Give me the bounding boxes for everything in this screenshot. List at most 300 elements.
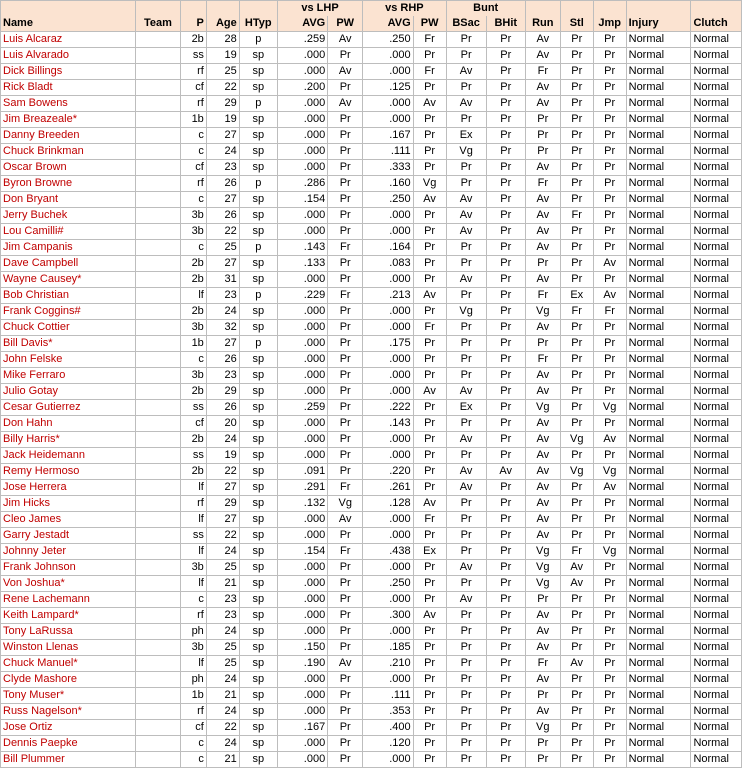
player-name[interactable]: Russ Nagelson*: [1, 704, 136, 720]
player-jump: Pr: [593, 272, 626, 288]
table-row[interactable]: [1, 704, 742, 720]
player-rhp-power: Av: [413, 496, 446, 512]
player-steal: Pr: [560, 640, 593, 656]
table-row[interactable]: [1, 160, 742, 176]
player-rhp-avg: .250: [363, 192, 413, 208]
player-bunt-sac: Av: [446, 592, 486, 608]
player-team: [135, 112, 180, 128]
table-row[interactable]: [1, 736, 742, 752]
player-name[interactable]: Von Joshua*: [1, 576, 136, 592]
player-steal: Av: [560, 656, 593, 672]
player-name[interactable]: Frank Coggins#: [1, 304, 136, 320]
table-row[interactable]: [1, 272, 742, 288]
player-lhp-avg: .000: [277, 128, 327, 144]
player-bunt-hit: Pr: [486, 432, 525, 448]
col-header-bunt-sac[interactable]: BSac: [446, 16, 486, 32]
col-header-lhp-avg[interactable]: AVG: [277, 16, 327, 32]
player-lhp-power: Pr: [328, 592, 363, 608]
player-age: 29: [206, 496, 239, 512]
col-header-bunt-hit[interactable]: BHit: [486, 16, 525, 32]
col-header-clutch[interactable]: Clutch: [691, 16, 742, 32]
player-rhp-avg: .210: [363, 656, 413, 672]
player-rhp-avg: .185: [363, 640, 413, 656]
player-name[interactable]: Clyde Mashore: [1, 672, 136, 688]
table-header: [1, 1, 742, 32]
player-name[interactable]: Julio Gotay: [1, 384, 136, 400]
player-lhp-avg: .000: [277, 736, 327, 752]
player-clutch: Normal: [691, 96, 742, 112]
col-header-rhp-avg[interactable]: AVG: [363, 16, 413, 32]
player-rhp-power: Pr: [413, 464, 446, 480]
player-lhp-power: Pr: [328, 560, 363, 576]
player-name[interactable]: Don Hahn: [1, 416, 136, 432]
player-name[interactable]: Jerry Buchek: [1, 208, 136, 224]
player-run: Av: [525, 96, 560, 112]
player-run: Av: [525, 80, 560, 96]
player-name[interactable]: Chuck Brinkman: [1, 144, 136, 160]
table-row[interactable]: [1, 432, 742, 448]
player-clutch: Normal: [691, 672, 742, 688]
player-name[interactable]: Tony LaRussa: [1, 624, 136, 640]
player-name[interactable]: Oscar Brown: [1, 160, 136, 176]
table-row[interactable]: [1, 144, 742, 160]
group-blank: [626, 1, 691, 17]
player-hit-type: sp: [239, 416, 277, 432]
table-row[interactable]: [1, 48, 742, 64]
player-lhp-power: Av: [328, 512, 363, 528]
player-lhp-power: Av: [328, 32, 363, 48]
player-lhp-power: Pr: [328, 112, 363, 128]
player-clutch: Normal: [691, 368, 742, 384]
player-name[interactable]: Johnny Jeter: [1, 544, 136, 560]
player-injury: Normal: [626, 544, 691, 560]
player-injury: Normal: [626, 528, 691, 544]
col-header-lhp-power[interactable]: PW: [328, 16, 363, 32]
player-run: Av: [525, 32, 560, 48]
player-lhp-power: Pr: [328, 400, 363, 416]
player-run: Fr: [525, 288, 560, 304]
player-clutch: Normal: [691, 144, 742, 160]
player-team: [135, 560, 180, 576]
player-name[interactable]: Don Bryant: [1, 192, 136, 208]
player-age: 22: [206, 464, 239, 480]
player-lhp-avg: .259: [277, 32, 327, 48]
player-hit-type: sp: [239, 544, 277, 560]
player-bunt-sac: Av: [446, 192, 486, 208]
player-hit-type: sp: [239, 352, 277, 368]
col-header-position[interactable]: P: [181, 16, 207, 32]
player-rhp-avg: .220: [363, 464, 413, 480]
player-jump: Av: [593, 288, 626, 304]
player-bunt-sac: Pr: [446, 512, 486, 528]
player-run: Vg: [525, 720, 560, 736]
player-rhp-avg: .125: [363, 80, 413, 96]
player-name[interactable]: Jim Campanis: [1, 240, 136, 256]
table-row[interactable]: [1, 752, 742, 768]
player-steal: Av: [560, 560, 593, 576]
player-team: [135, 272, 180, 288]
player-rhp-power: Fr: [413, 512, 446, 528]
player-hit-type: sp: [239, 480, 277, 496]
player-bunt-sac: Pr: [446, 176, 486, 192]
player-position: 2b: [181, 256, 207, 272]
player-name[interactable]: Danny Breeden: [1, 128, 136, 144]
player-position: lf: [181, 576, 207, 592]
player-run: Av: [525, 448, 560, 464]
player-bunt-hit: Pr: [486, 368, 525, 384]
player-injury: Normal: [626, 416, 691, 432]
player-team: [135, 240, 180, 256]
player-bunt-sac: Pr: [446, 336, 486, 352]
player-name[interactable]: Bill Davis*: [1, 336, 136, 352]
player-name[interactable]: Jose Herrera: [1, 480, 136, 496]
player-name[interactable]: Garry Jestadt: [1, 528, 136, 544]
col-header-name[interactable]: Name: [1, 16, 136, 32]
player-rhp-power: Av: [413, 384, 446, 400]
player-rhp-power: Pr: [413, 448, 446, 464]
player-steal: Pr: [560, 720, 593, 736]
player-bunt-hit: Pr: [486, 672, 525, 688]
table-row[interactable]: [1, 176, 742, 192]
player-steal: Pr: [560, 336, 593, 352]
player-bunt-sac: Av: [446, 384, 486, 400]
player-bunt-hit: Pr: [486, 416, 525, 432]
player-bunt-sac: Pr: [446, 80, 486, 96]
player-hit-type: sp: [239, 304, 277, 320]
player-rhp-avg: .160: [363, 176, 413, 192]
player-name[interactable]: Winston Llenas: [1, 640, 136, 656]
table-row[interactable]: [1, 512, 742, 528]
player-clutch: Normal: [691, 576, 742, 592]
player-bunt-sac: Pr: [446, 544, 486, 560]
player-lhp-power: Pr: [328, 416, 363, 432]
player-clutch: Normal: [691, 640, 742, 656]
player-name[interactable]: Tony Muser*: [1, 688, 136, 704]
player-steal: Fr: [560, 544, 593, 560]
player-name[interactable]: Keith Lampard*: [1, 608, 136, 624]
table-body: [1, 32, 742, 768]
player-rhp-power: Pr: [413, 224, 446, 240]
player-name[interactable]: Mike Ferraro: [1, 368, 136, 384]
player-steal: Pr: [560, 352, 593, 368]
player-run: Pr: [525, 752, 560, 768]
table-row[interactable]: [1, 416, 742, 432]
table-row[interactable]: [1, 464, 742, 480]
player-run: Pr: [525, 592, 560, 608]
player-hit-type: sp: [239, 384, 277, 400]
player-lhp-power: Pr: [328, 576, 363, 592]
player-steal: Pr: [560, 224, 593, 240]
player-clutch: Normal: [691, 688, 742, 704]
player-name[interactable]: Dick Billings: [1, 64, 136, 80]
player-name[interactable]: Bob Christian: [1, 288, 136, 304]
table-row[interactable]: [1, 304, 742, 320]
player-run: Av: [525, 672, 560, 688]
player-lhp-power: Pr: [328, 352, 363, 368]
player-rhp-avg: .213: [363, 288, 413, 304]
player-run: Pr: [525, 112, 560, 128]
player-name[interactable]: Chuck Cottier: [1, 320, 136, 336]
player-rhp-avg: .120: [363, 736, 413, 752]
player-injury: Normal: [626, 672, 691, 688]
player-rhp-avg: .000: [363, 432, 413, 448]
player-lhp-avg: .000: [277, 112, 327, 128]
player-age: 22: [206, 224, 239, 240]
player-bunt-hit: Pr: [486, 96, 525, 112]
table-row[interactable]: [1, 400, 742, 416]
player-lhp-avg: .200: [277, 80, 327, 96]
table-row[interactable]: [1, 240, 742, 256]
player-position: 3b: [181, 208, 207, 224]
table-row[interactable]: [1, 96, 742, 112]
table-row[interactable]: [1, 112, 742, 128]
player-bunt-hit: Pr: [486, 160, 525, 176]
table-row[interactable]: [1, 352, 742, 368]
player-name[interactable]: Cesar Gutierrez: [1, 400, 136, 416]
player-rhp-avg: .000: [363, 96, 413, 112]
player-lhp-avg: .000: [277, 672, 327, 688]
table-row[interactable]: [1, 384, 742, 400]
player-lhp-avg: .000: [277, 144, 327, 160]
table-row[interactable]: [1, 544, 742, 560]
player-name[interactable]: Rene Lachemann: [1, 592, 136, 608]
player-age: 31: [206, 272, 239, 288]
player-hit-type: sp: [239, 512, 277, 528]
player-steal: Fr: [560, 208, 593, 224]
player-lhp-power: Av: [328, 656, 363, 672]
player-hit-type: sp: [239, 400, 277, 416]
table-row[interactable]: [1, 608, 742, 624]
player-name[interactable]: Dennis Paepke: [1, 736, 136, 752]
player-name[interactable]: Lou Camilli#: [1, 224, 136, 240]
player-hit-type: sp: [239, 688, 277, 704]
player-name[interactable]: Jack Heidemann: [1, 448, 136, 464]
player-clutch: Normal: [691, 128, 742, 144]
player-age: 32: [206, 320, 239, 336]
table-row[interactable]: [1, 368, 742, 384]
player-steal: Pr: [560, 496, 593, 512]
player-injury: Normal: [626, 688, 691, 704]
player-lhp-power: Fr: [328, 288, 363, 304]
player-lhp-avg: .000: [277, 48, 327, 64]
player-bunt-sac: Pr: [446, 496, 486, 512]
player-position: 1b: [181, 112, 207, 128]
player-jump: Pr: [593, 640, 626, 656]
col-header-steal[interactable]: Stl: [560, 16, 593, 32]
player-position: lf: [181, 288, 207, 304]
player-name[interactable]: Frank Johnson: [1, 560, 136, 576]
col-header-age[interactable]: Age: [206, 16, 239, 32]
table-row[interactable]: [1, 336, 742, 352]
player-team: [135, 304, 180, 320]
player-rhp-power: Pr: [413, 80, 446, 96]
table-row[interactable]: [1, 256, 742, 272]
player-lhp-avg: .000: [277, 272, 327, 288]
player-lhp-avg: .000: [277, 608, 327, 624]
player-clutch: Normal: [691, 512, 742, 528]
player-injury: Normal: [626, 336, 691, 352]
table-row[interactable]: [1, 688, 742, 704]
player-bunt-hit: Pr: [486, 208, 525, 224]
col-header-rhp-power[interactable]: PW: [413, 16, 446, 32]
player-lhp-avg: .150: [277, 640, 327, 656]
player-jump: Pr: [593, 608, 626, 624]
player-bunt-hit: Pr: [486, 576, 525, 592]
player-name[interactable]: Jose Ortiz: [1, 720, 136, 736]
player-injury: Normal: [626, 608, 691, 624]
player-rhp-avg: .000: [363, 448, 413, 464]
player-name[interactable]: Sam Bowens: [1, 96, 136, 112]
player-bunt-hit: Pr: [486, 176, 525, 192]
player-steal: Pr: [560, 624, 593, 640]
table-row[interactable]: [1, 624, 742, 640]
col-header-hit-type[interactable]: HTyp: [239, 16, 277, 32]
player-injury: Normal: [626, 640, 691, 656]
table-row[interactable]: [1, 672, 742, 688]
col-header-team[interactable]: Team: [135, 16, 180, 32]
player-name[interactable]: Remy Hermoso: [1, 464, 136, 480]
player-steal: Pr: [560, 480, 593, 496]
player-run: Vg: [525, 400, 560, 416]
player-name[interactable]: Byron Browne: [1, 176, 136, 192]
player-run: Pr: [525, 736, 560, 752]
player-name[interactable]: Dave Campbell: [1, 256, 136, 272]
player-run: Vg: [525, 544, 560, 560]
player-age: 26: [206, 352, 239, 368]
player-lhp-avg: .154: [277, 192, 327, 208]
player-run: Av: [525, 48, 560, 64]
player-team: [135, 672, 180, 688]
player-rhp-power: Pr: [413, 560, 446, 576]
player-position: c: [181, 736, 207, 752]
player-name[interactable]: Luis Alvarado: [1, 48, 136, 64]
table-row[interactable]: [1, 576, 742, 592]
player-team: [135, 160, 180, 176]
player-bunt-hit: Pr: [486, 272, 525, 288]
player-team: [135, 320, 180, 336]
player-lhp-avg: .000: [277, 224, 327, 240]
player-jump: Pr: [593, 528, 626, 544]
player-rhp-power: Pr: [413, 480, 446, 496]
player-bunt-hit: Pr: [486, 752, 525, 768]
player-name[interactable]: Luis Alcaraz: [1, 32, 136, 48]
player-name[interactable]: Jim Breazeale*: [1, 112, 136, 128]
table-row[interactable]: [1, 208, 742, 224]
player-run: Pr: [525, 688, 560, 704]
player-lhp-avg: .000: [277, 576, 327, 592]
player-hit-type: sp: [239, 448, 277, 464]
table-row[interactable]: [1, 64, 742, 80]
player-hit-type: sp: [239, 272, 277, 288]
table-row[interactable]: [1, 192, 742, 208]
player-name[interactable]: Chuck Manuel*: [1, 656, 136, 672]
col-header-run[interactable]: Run: [525, 16, 560, 32]
player-rhp-avg: .167: [363, 128, 413, 144]
player-name[interactable]: John Felske: [1, 352, 136, 368]
table-row[interactable]: [1, 224, 742, 240]
player-injury: Normal: [626, 176, 691, 192]
player-position: rf: [181, 176, 207, 192]
table-row[interactable]: [1, 592, 742, 608]
player-hit-type: p: [239, 96, 277, 112]
player-lhp-avg: .000: [277, 384, 327, 400]
table-row[interactable]: [1, 80, 742, 96]
player-run: Pr: [525, 336, 560, 352]
player-rhp-power: Pr: [413, 368, 446, 384]
col-header-jump[interactable]: Jmp: [593, 16, 626, 32]
player-team: [135, 512, 180, 528]
player-position: c: [181, 352, 207, 368]
table-row[interactable]: [1, 480, 742, 496]
table-row[interactable]: [1, 32, 742, 48]
player-rhp-avg: .164: [363, 240, 413, 256]
player-hit-type: sp: [239, 656, 277, 672]
player-lhp-avg: .000: [277, 96, 327, 112]
table-row[interactable]: [1, 528, 742, 544]
player-jump: Fr: [593, 304, 626, 320]
player-injury: Normal: [626, 512, 691, 528]
player-hit-type: sp: [239, 64, 277, 80]
player-team: [135, 688, 180, 704]
player-name[interactable]: Rick Bladt: [1, 80, 136, 96]
table-row[interactable]: [1, 288, 742, 304]
player-rhp-avg: .222: [363, 400, 413, 416]
player-injury: Normal: [626, 128, 691, 144]
player-name[interactable]: Bill Plummer: [1, 752, 136, 768]
table-row[interactable]: [1, 320, 742, 336]
player-bunt-hit: Pr: [486, 640, 525, 656]
player-lhp-avg: .000: [277, 592, 327, 608]
player-clutch: Normal: [691, 208, 742, 224]
player-name[interactable]: Billy Harris*: [1, 432, 136, 448]
table-row[interactable]: [1, 640, 742, 656]
player-bunt-hit: Pr: [486, 48, 525, 64]
player-jump: Pr: [593, 112, 626, 128]
player-lhp-power: Pr: [328, 176, 363, 192]
player-run: Av: [525, 384, 560, 400]
player-name[interactable]: Cleo James: [1, 512, 136, 528]
player-bunt-sac: Pr: [446, 528, 486, 544]
player-jump: Vg: [593, 400, 626, 416]
player-bunt-sac: Pr: [446, 608, 486, 624]
table-row[interactable]: [1, 720, 742, 736]
player-injury: Normal: [626, 592, 691, 608]
player-age: 26: [206, 208, 239, 224]
player-name[interactable]: Wayne Causey*: [1, 272, 136, 288]
player-lhp-power: Av: [328, 64, 363, 80]
table-row[interactable]: [1, 496, 742, 512]
table-row[interactable]: [1, 448, 742, 464]
player-name[interactable]: Jim Hicks: [1, 496, 136, 512]
player-clutch: Normal: [691, 320, 742, 336]
player-jump: Pr: [593, 624, 626, 640]
player-rhp-power: Pr: [413, 416, 446, 432]
player-hit-type: sp: [239, 640, 277, 656]
player-position: ss: [181, 448, 207, 464]
player-bunt-hit: Pr: [486, 512, 525, 528]
player-bunt-sac: Pr: [446, 288, 486, 304]
table-row[interactable]: [1, 128, 742, 144]
player-run: Av: [525, 640, 560, 656]
player-lhp-power: Pr: [328, 48, 363, 64]
table-row[interactable]: [1, 656, 742, 672]
player-run: Av: [525, 512, 560, 528]
player-injury: Normal: [626, 704, 691, 720]
player-bunt-hit: Pr: [486, 256, 525, 272]
col-header-injury[interactable]: Injury: [626, 16, 691, 32]
table-row[interactable]: [1, 560, 742, 576]
player-hit-type: sp: [239, 368, 277, 384]
